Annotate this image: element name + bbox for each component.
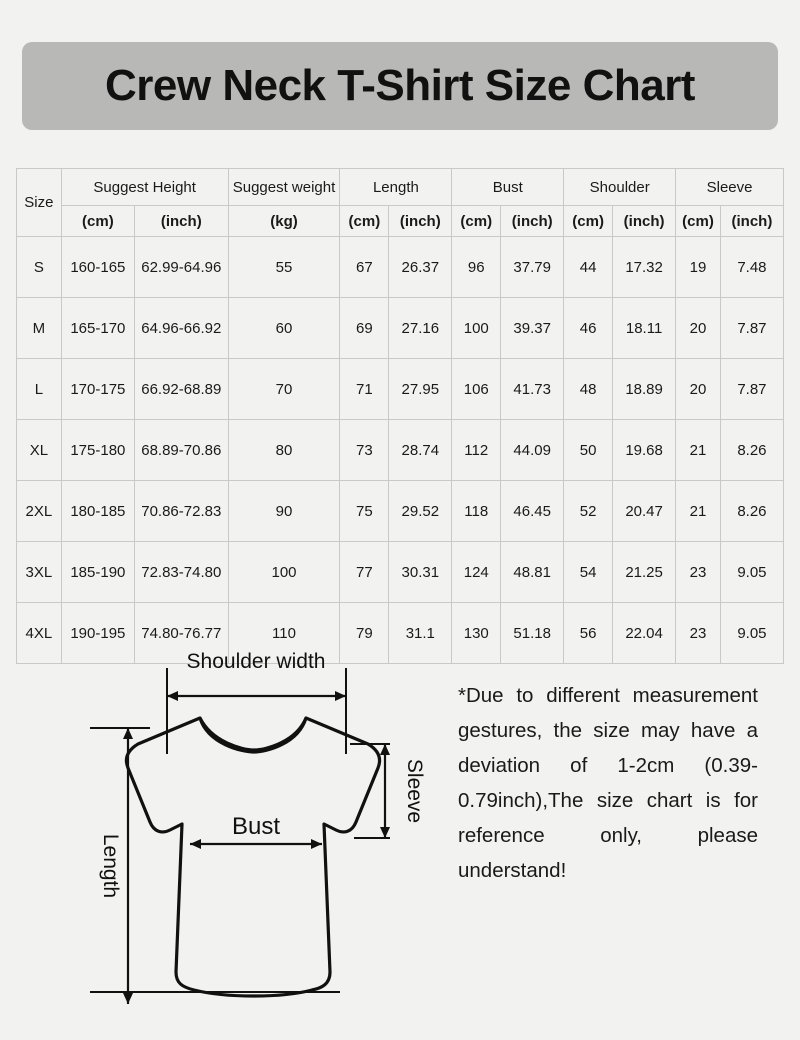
- table-row: [17, 237, 784, 298]
- table-cell: 52: [564, 481, 613, 542]
- table-cell: 30.31: [389, 542, 452, 603]
- tshirt-measurement-diagram: [30, 626, 450, 1026]
- table-cell: 21: [676, 420, 721, 481]
- table-cell: 118: [452, 481, 501, 542]
- table-cell: 160-165: [61, 237, 134, 298]
- table-cell: 48.81: [501, 542, 564, 603]
- cell-size: M: [17, 298, 62, 359]
- table-header-groups: [17, 169, 784, 206]
- table-header-units: [17, 206, 784, 237]
- cell-size: XL: [17, 420, 62, 481]
- table-cell: 20: [676, 359, 721, 420]
- table-cell: 112: [452, 420, 501, 481]
- unit-sleeve-inch: (inch): [720, 206, 783, 237]
- cell-size: L: [17, 359, 62, 420]
- table-cell: 110: [228, 603, 340, 664]
- sleeve-label: Sleeve: [403, 758, 426, 824]
- table-body: [17, 237, 784, 664]
- header-suggest-weight: Suggest weight: [228, 169, 340, 206]
- table-cell: 18.11: [613, 298, 676, 359]
- table-cell: 100: [228, 542, 340, 603]
- header-length: Length: [340, 169, 452, 206]
- size-table-container: [16, 168, 784, 664]
- table-cell: 106: [452, 359, 501, 420]
- table-row: [17, 481, 784, 542]
- tshirt-diagram-svg: [30, 626, 450, 1026]
- table-cell: 71: [340, 359, 389, 420]
- table-cell: 7.87: [720, 298, 783, 359]
- table-cell: 56: [564, 603, 613, 664]
- table-cell: 175-180: [61, 420, 134, 481]
- table-cell: 100: [452, 298, 501, 359]
- unit-bust-inch: (inch): [501, 206, 564, 237]
- table-cell: 73: [340, 420, 389, 481]
- table-cell: 27.16: [389, 298, 452, 359]
- table-cell: 190-195: [61, 603, 134, 664]
- table-cell: 19.68: [613, 420, 676, 481]
- header-size: Size: [17, 169, 62, 237]
- table-cell: 79: [340, 603, 389, 664]
- cell-size: S: [17, 237, 62, 298]
- length-label: Length: [99, 833, 122, 899]
- header-sleeve: Sleeve: [676, 169, 784, 206]
- table-cell: 28.74: [389, 420, 452, 481]
- table-cell: 7.48: [720, 237, 783, 298]
- size-table: [16, 168, 784, 664]
- table-cell: 55: [228, 237, 340, 298]
- table-cell: 41.73: [501, 359, 564, 420]
- table-cell: 130: [452, 603, 501, 664]
- table-cell: 54: [564, 542, 613, 603]
- table-cell: 50: [564, 420, 613, 481]
- header-suggest-height: Suggest Height: [61, 169, 228, 206]
- table-cell: 18.89: [613, 359, 676, 420]
- unit-length-inch: (inch): [389, 206, 452, 237]
- table-cell: 44: [564, 237, 613, 298]
- cell-size: 3XL: [17, 542, 62, 603]
- table-cell: 46: [564, 298, 613, 359]
- table-cell: 72.83-74.80: [134, 542, 228, 603]
- unit-bust-cm: (cm): [452, 206, 501, 237]
- disclaimer-text: *Due to different measurement gestures, the size may have a deviation of 1-2cm (0.39-0.79inch),The size chart is for reference only, please understand!: [458, 684, 758, 882]
- table-cell: 17.32: [613, 237, 676, 298]
- table-cell: 67: [340, 237, 389, 298]
- table-cell: 64.96-66.92: [134, 298, 228, 359]
- header-shoulder: Shoulder: [564, 169, 676, 206]
- unit-shoulder-inch: (inch): [613, 206, 676, 237]
- table-cell: 48: [564, 359, 613, 420]
- table-cell: 27.95: [389, 359, 452, 420]
- unit-shoulder-cm: (cm): [564, 206, 613, 237]
- table-cell: 31.1: [389, 603, 452, 664]
- table-cell: 7.87: [720, 359, 783, 420]
- table-cell: 37.79: [501, 237, 564, 298]
- unit-length-cm: (cm): [340, 206, 389, 237]
- table-cell: 180-185: [61, 481, 134, 542]
- table-cell: 20.47: [613, 481, 676, 542]
- table-cell: 23: [676, 603, 721, 664]
- unit-height-inch: (inch): [134, 206, 228, 237]
- table-cell: 96: [452, 237, 501, 298]
- page-title: Crew Neck T-Shirt Size Chart: [105, 61, 695, 110]
- table-cell: 9.05: [720, 603, 783, 664]
- table-cell: 185-190: [61, 542, 134, 603]
- table-cell: 51.18: [501, 603, 564, 664]
- table-cell: 19: [676, 237, 721, 298]
- unit-sleeve-cm: (cm): [676, 206, 721, 237]
- table-cell: 70: [228, 359, 340, 420]
- table-cell: 170-175: [61, 359, 134, 420]
- table-cell: 20: [676, 298, 721, 359]
- header-bust: Bust: [452, 169, 564, 206]
- table-cell: 21: [676, 481, 721, 542]
- table-cell: 90: [228, 481, 340, 542]
- table-row: [17, 359, 784, 420]
- title-banner: [22, 42, 778, 130]
- table-cell: 80: [228, 420, 340, 481]
- table-cell: 46.45: [501, 481, 564, 542]
- table-cell: 60: [228, 298, 340, 359]
- table-row: [17, 542, 784, 603]
- bust-label: Bust: [231, 813, 281, 840]
- table-cell: 23: [676, 542, 721, 603]
- table-cell: 22.04: [613, 603, 676, 664]
- table-cell: 44.09: [501, 420, 564, 481]
- table-cell: 77: [340, 542, 389, 603]
- measurement-disclaimer: [458, 678, 758, 888]
- table-cell: 70.86-72.83: [134, 481, 228, 542]
- table-cell: 39.37: [501, 298, 564, 359]
- cell-size: 4XL: [17, 603, 62, 664]
- table-cell: 69: [340, 298, 389, 359]
- shoulder-width-label: Shoulder width: [186, 650, 326, 673]
- table-cell: 165-170: [61, 298, 134, 359]
- table-row: [17, 298, 784, 359]
- table-cell: 21.25: [613, 542, 676, 603]
- table-cell: 8.26: [720, 481, 783, 542]
- table-cell: 74.80-76.77: [134, 603, 228, 664]
- table-cell: 66.92-68.89: [134, 359, 228, 420]
- table-cell: 75: [340, 481, 389, 542]
- table-cell: 26.37: [389, 237, 452, 298]
- table-row: [17, 420, 784, 481]
- table-cell: 29.52: [389, 481, 452, 542]
- unit-height-cm: (cm): [61, 206, 134, 237]
- table-cell: 68.89-70.86: [134, 420, 228, 481]
- table-cell: 124: [452, 542, 501, 603]
- table-cell: 8.26: [720, 420, 783, 481]
- table-cell: 62.99-64.96: [134, 237, 228, 298]
- lower-section: [0, 626, 800, 1040]
- cell-size: 2XL: [17, 481, 62, 542]
- table-header: [17, 169, 784, 237]
- table-cell: 9.05: [720, 542, 783, 603]
- unit-weight-kg: (kg): [228, 206, 340, 237]
